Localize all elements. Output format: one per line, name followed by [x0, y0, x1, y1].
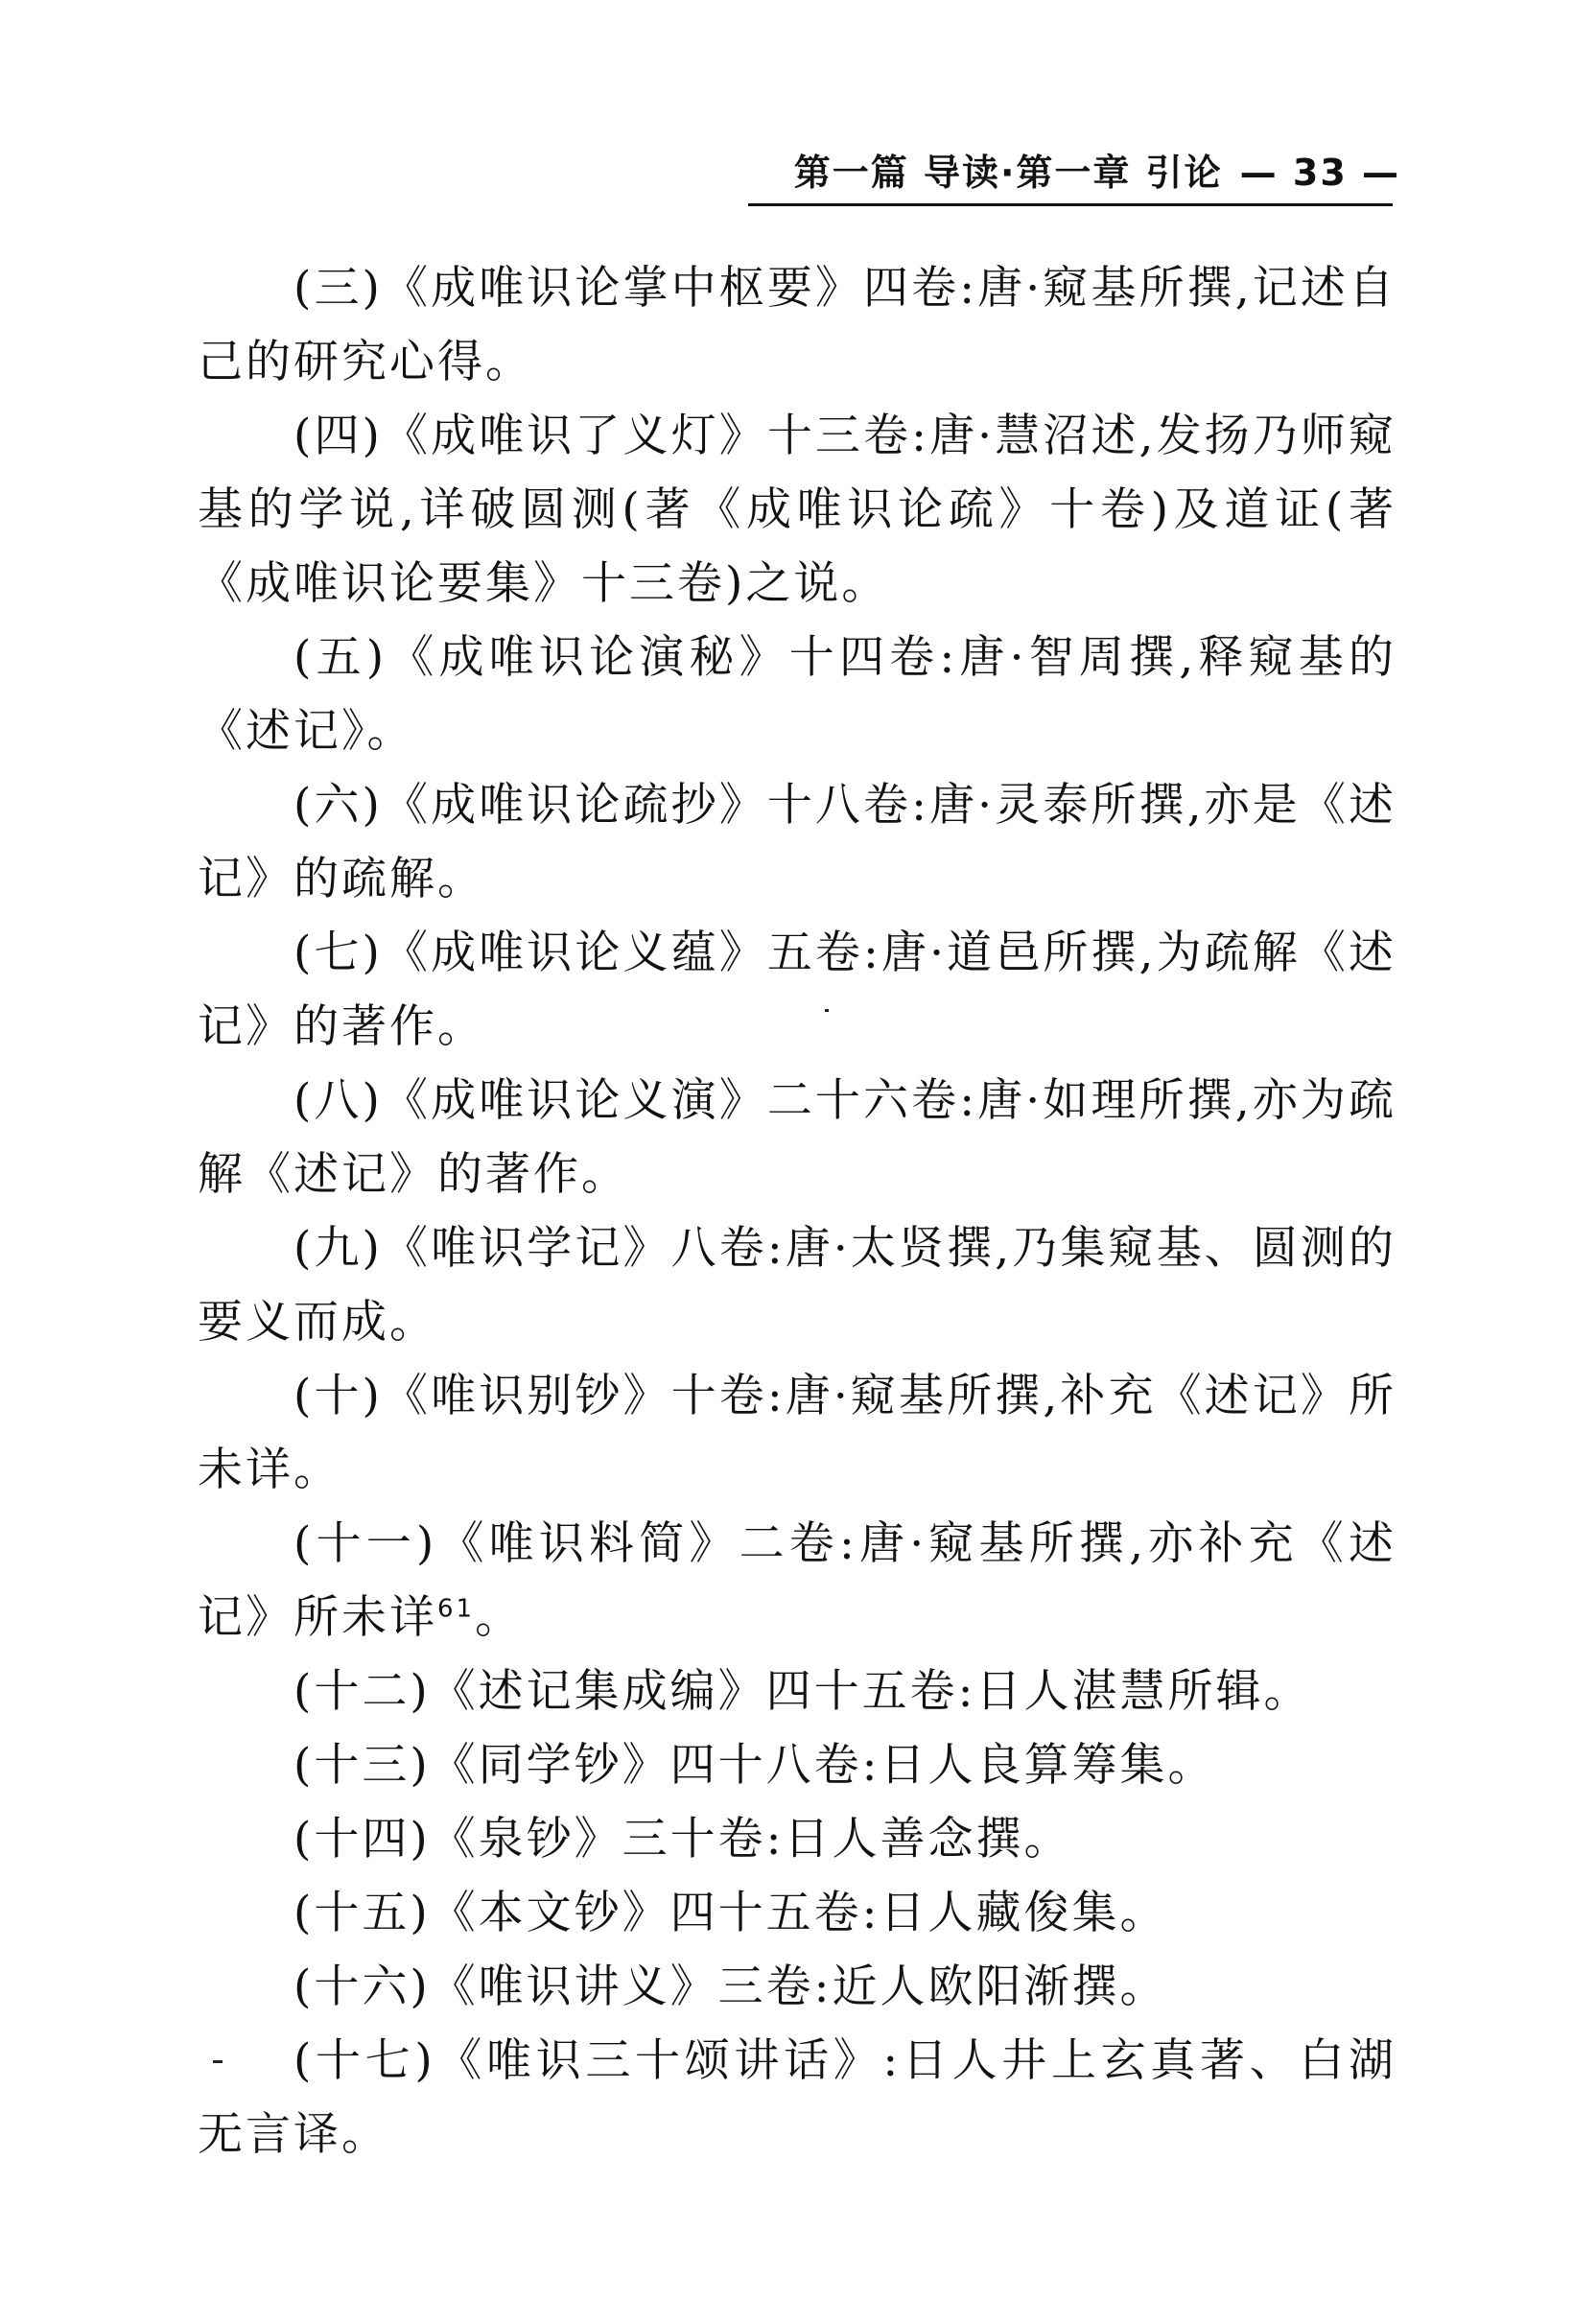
- body-text: [198, 251, 1396, 2172]
- entry-15: (十五)《本文钞》四十五卷:日人藏俊集。: [293, 1887, 1168, 1939]
- entry-17: (十七)《唯识三十颂讲话》:日人井上玄真著、白湖无言译。: [198, 2034, 1396, 2161]
- entry-14: (十四)《泉钞》三十卷:日人善念撰。: [293, 1813, 1072, 1866]
- footnote-reference[interactable]: 61: [437, 1594, 476, 1624]
- entry-13: (十三)《同学钞》四十八卷:日人良算筹集。: [293, 1739, 1216, 1792]
- entry-8: (八)《成唯识论义演》二十六卷:唐·如理所撰,亦为疏解《述记》的著作。: [198, 1074, 1396, 1201]
- entry-12: (十二)《述记集成编》四十五卷:日人湛慧所辑。: [293, 1665, 1312, 1718]
- entry-7: (七)《成唯识论义蕴》五卷:唐·道邑所撰,为疏解《述记》的著作。: [198, 927, 1396, 1053]
- entry-10: (十)《唯识别钞》十卷:唐·窥基所撰,补充《述记》所未详。: [198, 1370, 1396, 1496]
- entry-9: (九)《唯识学记》八卷:唐·太贤撰,乃集窥基、圆测的要义而成。: [198, 1222, 1396, 1349]
- entry-5: (五)《成唯识论演秘》十四卷:唐·智周撰,释窥基的《述记》。: [198, 631, 1396, 758]
- entry-3: (三)《成唯识论掌中枢要》四卷:唐·窥基所撰,记述自己的研究心得。: [198, 262, 1396, 388]
- scan-speck: [825, 1009, 829, 1012]
- page-number: — 33 —: [1239, 152, 1400, 194]
- entry-6: (六)《成唯识论疏抄》十八卷:唐·灵泰所撰,亦是《述记》的疏解。: [198, 779, 1396, 905]
- entry-11: (十一)《唯识料简》二卷:唐·窥基所撰,亦补充《述记》所未详$^{61}$。: [198, 1517, 1396, 1644]
- header-rule: [748, 203, 1393, 206]
- entry-4: (四)《成唯识了义灯》十三卷:唐·慧沼述,发扬乃师窥基的学说,详破圆测(著《成唯识论疏》十卷)及道证(著《成唯识论要集》十三卷)之说。: [198, 410, 1396, 610]
- entry-16: (十六)《唯识讲义》三卷:近人欧阳渐撰。: [293, 1961, 1168, 2013]
- running-header: [748, 144, 1400, 201]
- scan-speck: [213, 2060, 223, 2063]
- header-title: 第一篇 导读·第一章 引论: [793, 152, 1223, 194]
